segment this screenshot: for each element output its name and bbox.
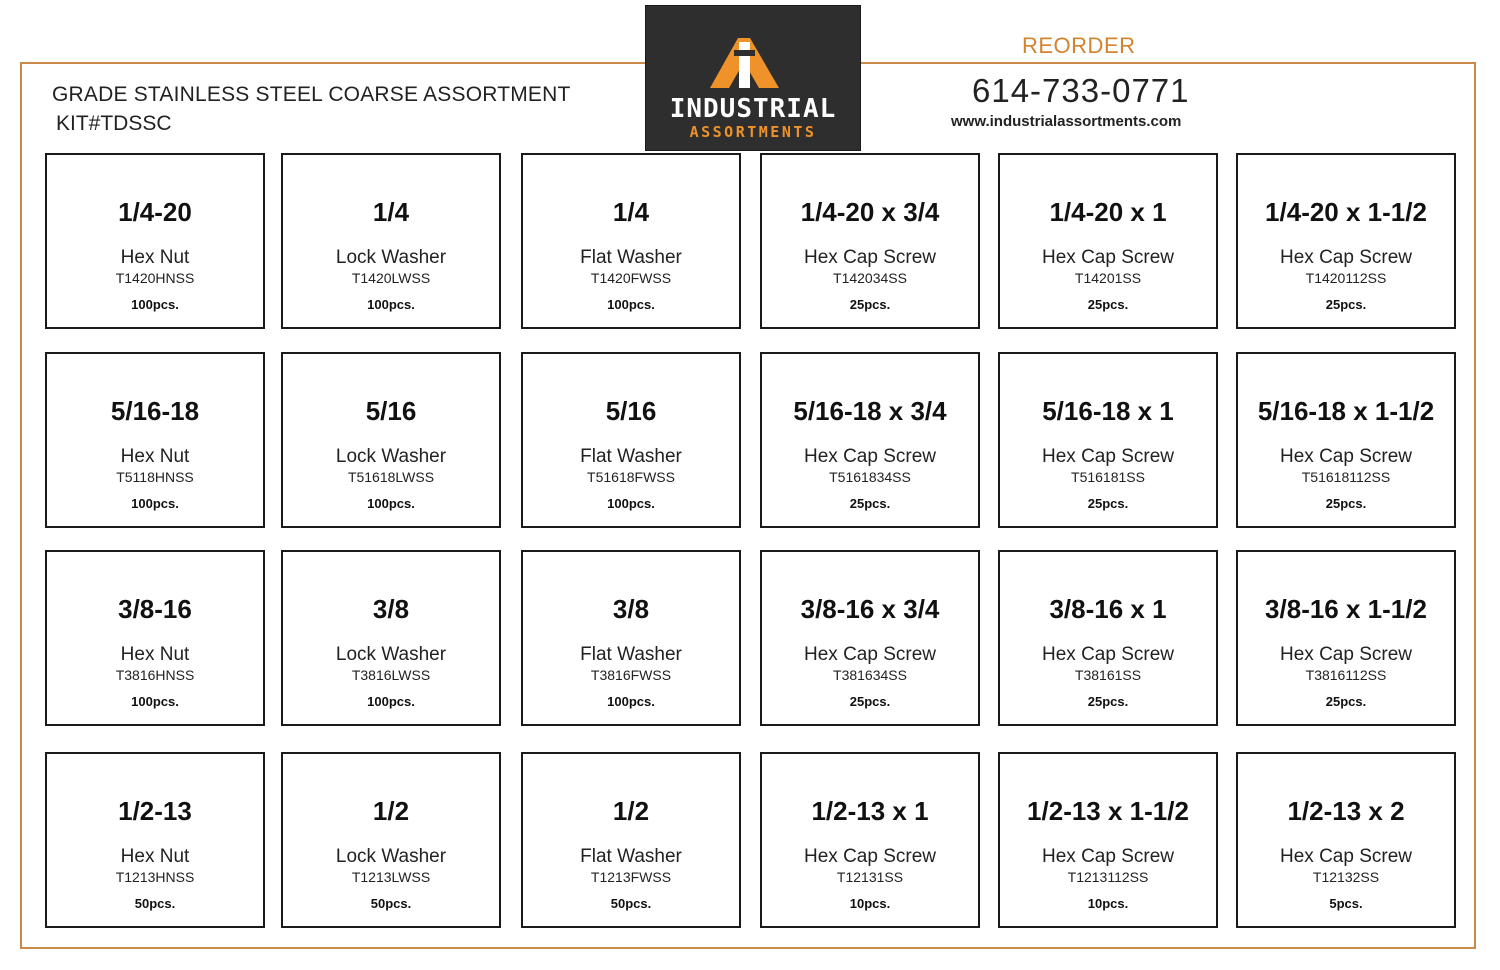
- part-size: 1/2-13 x 1-1/2: [1027, 796, 1189, 826]
- part-size: 5/16-18 x 1-1/2: [1257, 396, 1435, 426]
- part-type: Hex Cap Screw: [1042, 247, 1174, 268]
- part-type: Hex Cap Screw: [804, 446, 936, 467]
- part-type: Hex Nut: [120, 446, 190, 467]
- part-sku: T142034SS: [833, 270, 907, 286]
- part-sku: T516181SS: [1071, 469, 1145, 485]
- part-type: Hex Cap Screw: [1280, 846, 1412, 867]
- part-card: [281, 752, 501, 928]
- part-type: Flat Washer: [580, 446, 682, 467]
- part-quantity: 25pcs.: [849, 496, 891, 511]
- part-sku: T1213112SS: [1067, 869, 1149, 885]
- part-size: 1/4: [612, 197, 650, 227]
- part-quantity: 100pcs.: [607, 297, 655, 312]
- part-type: Hex Cap Screw: [1280, 644, 1412, 665]
- part-size: 1/4-20: [118, 197, 192, 227]
- part-type: Hex Cap Screw: [804, 247, 936, 268]
- part-type: Hex Cap Screw: [804, 846, 936, 867]
- part-card: [760, 352, 980, 528]
- part-size: 5/16-18 x 3/4: [793, 396, 947, 426]
- part-sku: T381634SS: [833, 667, 907, 683]
- part-type: Lock Washer: [335, 247, 447, 268]
- part-size: 5/16-18: [110, 396, 200, 426]
- part-size: 3/8-16 x 3/4: [800, 594, 940, 624]
- part-size: 1/4-20 x 3/4: [800, 197, 940, 227]
- part-card: [998, 352, 1218, 528]
- part-card: [521, 550, 741, 726]
- part-card: [760, 550, 980, 726]
- part-card: [998, 550, 1218, 726]
- website-link[interactable]: www.industrialassortments.com: [951, 113, 1182, 130]
- part-card: [281, 550, 501, 726]
- part-quantity: 100pcs.: [131, 496, 179, 511]
- part-quantity: 100pcs.: [607, 694, 655, 709]
- part-type: Hex Cap Screw: [1042, 644, 1174, 665]
- part-sku: T1213FWSS: [590, 869, 672, 885]
- part-quantity: 25pcs.: [1087, 694, 1129, 709]
- logo-word-assortments: ASSORTMENTS: [689, 123, 817, 141]
- part-card: [45, 352, 265, 528]
- part-type: Lock Washer: [335, 846, 447, 867]
- part-sku: T3816HNSS: [115, 667, 195, 683]
- kit-number: KIT#TDSSC: [56, 112, 172, 135]
- part-quantity: 25pcs.: [1325, 297, 1367, 312]
- part-type: Flat Washer: [580, 247, 682, 268]
- part-quantity: 25pcs.: [1087, 297, 1129, 312]
- part-size: 5/16: [605, 396, 657, 426]
- part-size: 1/2: [372, 796, 410, 826]
- part-size: 3/8: [372, 594, 410, 624]
- phone-number: 614-733-0771: [972, 72, 1190, 109]
- part-sku: T3816LWSS: [351, 667, 431, 683]
- part-quantity: 5pcs.: [1329, 896, 1363, 911]
- logo-word-industrial: INDUSTRIAL: [669, 94, 837, 124]
- part-quantity: 100pcs.: [367, 297, 415, 312]
- part-quantity: 25pcs.: [849, 297, 891, 312]
- part-quantity: 100pcs.: [367, 694, 415, 709]
- part-quantity: 50pcs.: [610, 896, 652, 911]
- part-size: 3/8-16 x 1-1/2: [1265, 594, 1427, 624]
- part-type: Lock Washer: [335, 644, 447, 665]
- part-quantity: 100pcs.: [131, 694, 179, 709]
- part-sku: T5118HNSS: [116, 469, 194, 485]
- part-card: [998, 153, 1218, 329]
- part-quantity: 100pcs.: [607, 496, 655, 511]
- part-sku: T1420FWSS: [590, 270, 672, 286]
- part-sku: T51618112SS: [1301, 469, 1391, 485]
- part-size: 3/8-16: [118, 594, 192, 624]
- part-type: Flat Washer: [580, 644, 682, 665]
- part-card: [1236, 352, 1456, 528]
- part-quantity: 25pcs.: [1325, 496, 1367, 511]
- part-size: 1/2: [612, 796, 650, 826]
- part-size: 1/4: [372, 197, 410, 227]
- part-card: [521, 153, 741, 329]
- part-card: [281, 153, 501, 329]
- part-sku: T1420LWSS: [351, 270, 431, 286]
- part-sku: T14201SS: [1074, 270, 1142, 286]
- part-quantity: 100pcs.: [131, 297, 179, 312]
- part-quantity: 100pcs.: [367, 496, 415, 511]
- part-card: [1236, 153, 1456, 329]
- part-type: Hex Cap Screw: [1280, 247, 1412, 268]
- part-type: Hex Cap Screw: [1042, 846, 1174, 867]
- part-sku: T12131SS: [836, 869, 904, 885]
- part-type: Hex Nut: [120, 247, 190, 268]
- part-card: [760, 153, 980, 329]
- part-card: [281, 352, 501, 528]
- part-card: [45, 752, 265, 928]
- part-card: [998, 752, 1218, 928]
- part-size: 1/2-13 x 1: [811, 796, 929, 826]
- part-card: [1236, 752, 1456, 928]
- part-quantity: 50pcs.: [134, 896, 176, 911]
- part-sku: T1420112SS: [1305, 270, 1387, 286]
- part-sku: T3816FWSS: [590, 667, 672, 683]
- part-type: Hex Nut: [120, 846, 190, 867]
- part-type: Hex Cap Screw: [1280, 446, 1412, 467]
- part-type: Hex Cap Screw: [1042, 446, 1174, 467]
- part-card: [45, 550, 265, 726]
- part-sku: T51618LWSS: [347, 469, 435, 485]
- part-quantity: 10pcs.: [849, 896, 891, 911]
- part-type: Hex Cap Screw: [804, 644, 936, 665]
- part-quantity: 25pcs.: [1325, 694, 1367, 709]
- part-sku: T38161SS: [1074, 667, 1142, 683]
- part-quantity: 25pcs.: [1087, 496, 1129, 511]
- part-type: Hex Nut: [120, 644, 190, 665]
- part-quantity: 50pcs.: [370, 896, 412, 911]
- part-sku: T3816112SS: [1305, 667, 1387, 683]
- part-quantity: 10pcs.: [1087, 896, 1129, 911]
- part-card: [521, 752, 741, 928]
- part-sku: T51618FWSS: [587, 469, 675, 485]
- part-size: 1/4-20 x 1-1/2: [1265, 197, 1427, 227]
- part-size: 3/8: [612, 594, 650, 624]
- part-sku: T1213HNSS: [115, 869, 195, 885]
- part-quantity: 25pcs.: [849, 694, 891, 709]
- part-sku: T1213LWSS: [351, 869, 431, 885]
- part-size: 5/16: [365, 396, 417, 426]
- kit-title: GRADE STAINLESS STEEL COARSE ASSORTMENT: [52, 83, 571, 106]
- part-size: 1/2-13 x 2: [1287, 796, 1405, 826]
- part-type: Flat Washer: [580, 846, 682, 867]
- part-card: [1236, 550, 1456, 726]
- reorder-label: REORDER: [1022, 33, 1136, 58]
- part-size: 5/16-18 x 1: [1042, 396, 1174, 426]
- part-sku: T1420HNSS: [115, 270, 195, 286]
- part-type: Lock Washer: [335, 446, 447, 467]
- part-card: [45, 153, 265, 329]
- part-size: 1/2-13: [118, 796, 192, 826]
- part-card: [521, 352, 741, 528]
- part-card: [760, 752, 980, 928]
- part-size: 3/8-16 x 1: [1049, 594, 1167, 624]
- part-sku: T12132SS: [1312, 869, 1380, 885]
- part-size: 1/4-20 x 1: [1049, 197, 1167, 227]
- part-sku: T5161834SS: [829, 469, 911, 485]
